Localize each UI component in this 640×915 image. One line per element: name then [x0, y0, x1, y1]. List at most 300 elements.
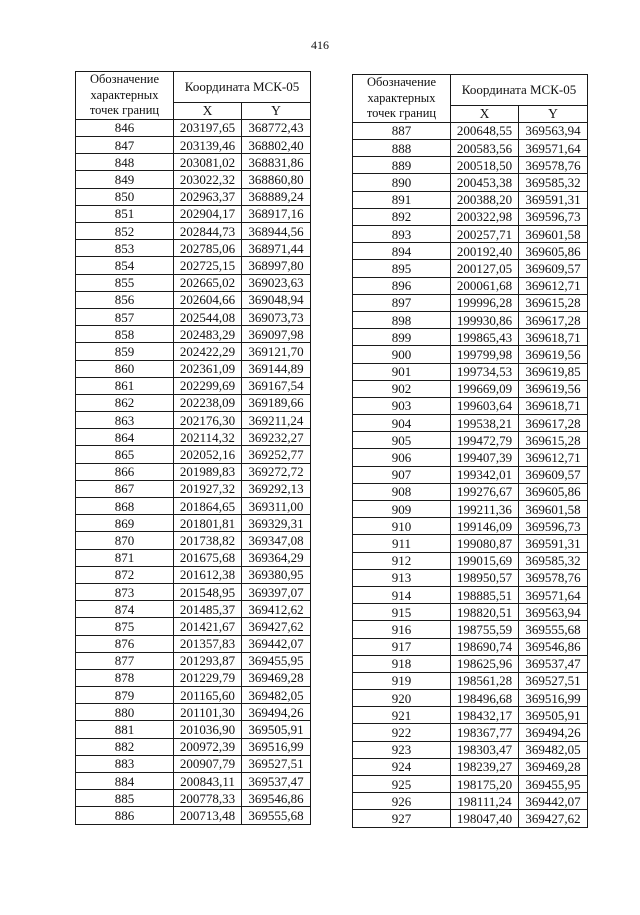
- table-row: [353, 363, 588, 380]
- table-row: [76, 308, 311, 325]
- x-coordinate-cell: 201357,83: [174, 635, 242, 652]
- x-coordinate-cell: 201989,83: [174, 463, 242, 480]
- point-number-cell: 849: [76, 171, 174, 188]
- x-coordinate-cell: 201165,60: [174, 687, 242, 704]
- x-coordinate-cell: 199996,28: [451, 294, 519, 311]
- table-row: [76, 480, 311, 497]
- point-number-cell: 865: [76, 446, 174, 463]
- x-coordinate-cell: 201612,38: [174, 566, 242, 583]
- x-coordinate-cell: 199015,69: [451, 552, 519, 569]
- y-coordinate-cell: 369252,77: [242, 446, 311, 463]
- y-coordinate-cell: 369455,95: [519, 776, 588, 793]
- point-number-cell: 892: [353, 208, 451, 225]
- table-row: [76, 205, 311, 222]
- x-coordinate-cell: 198367,77: [451, 724, 519, 741]
- point-number-cell: 911: [353, 535, 451, 552]
- x-coordinate-cell: 199538,21: [451, 415, 519, 432]
- y-coordinate-cell: 369329,31: [242, 515, 311, 532]
- table-row: [353, 346, 588, 363]
- x-coordinate-cell: 198885,51: [451, 586, 519, 603]
- point-number-cell: 859: [76, 343, 174, 360]
- y-coordinate-cell: 369347,08: [242, 532, 311, 549]
- point-number-cell: 861: [76, 377, 174, 394]
- point-number-cell: 854: [76, 257, 174, 274]
- table-row: [353, 122, 588, 139]
- table-row: [76, 652, 311, 669]
- point-number-cell: 848: [76, 154, 174, 171]
- point-number-cell: 846: [76, 119, 174, 136]
- y-coordinate-cell: 369618,71: [519, 397, 588, 414]
- y-coordinate-cell: 368889,24: [242, 188, 311, 205]
- y-coordinate-cell: 368944,56: [242, 223, 311, 240]
- x-coordinate-cell: 200322,98: [451, 208, 519, 225]
- table-row: [353, 501, 588, 518]
- point-number-cell: 879: [76, 687, 174, 704]
- point-number-cell: 887: [353, 122, 451, 139]
- table-row: [353, 397, 588, 414]
- x-coordinate-cell: 199865,43: [451, 329, 519, 346]
- point-number-cell: 904: [353, 415, 451, 432]
- table-row: [353, 329, 588, 346]
- x-coordinate-cell: 202176,30: [174, 412, 242, 429]
- x-coordinate-cell: 203081,02: [174, 154, 242, 171]
- table-row: [353, 638, 588, 655]
- table-row: [353, 655, 588, 672]
- point-number-cell: 914: [353, 586, 451, 603]
- x-coordinate-cell: 201675,68: [174, 549, 242, 566]
- table-row: [76, 274, 311, 291]
- table-row: [353, 140, 588, 157]
- point-number-cell: 896: [353, 277, 451, 294]
- x-coordinate-cell: 202844,73: [174, 223, 242, 240]
- x-coordinate-cell: 202725,15: [174, 257, 242, 274]
- y-coordinate-cell: 369442,07: [519, 793, 588, 810]
- x-coordinate-cell: 200127,05: [451, 260, 519, 277]
- x-column-header: X: [174, 102, 242, 119]
- y-coordinate-cell: 369494,26: [519, 724, 588, 741]
- point-number-cell: 847: [76, 137, 174, 154]
- point-number-cell: 894: [353, 243, 451, 260]
- x-coordinate-cell: 199603,64: [451, 397, 519, 414]
- point-number-cell: 913: [353, 569, 451, 586]
- table-row: [76, 515, 311, 532]
- y-coordinate-cell: 369537,47: [242, 773, 311, 790]
- y-coordinate-cell: 369619,56: [519, 346, 588, 363]
- table-row: [76, 721, 311, 738]
- y-coordinate-cell: 368971,44: [242, 240, 311, 257]
- point-number-cell: 920: [353, 690, 451, 707]
- point-number-cell: 871: [76, 549, 174, 566]
- x-coordinate-cell: 198303,47: [451, 741, 519, 758]
- table-row: [76, 773, 311, 790]
- point-number-cell: 907: [353, 466, 451, 483]
- y-coordinate-cell: 369591,31: [519, 535, 588, 552]
- y-coordinate-cell: 368772,43: [242, 119, 311, 136]
- x-coordinate-cell: 200713,48: [174, 807, 242, 824]
- y-coordinate-cell: 369455,95: [242, 652, 311, 669]
- x-coordinate-cell: 200453,38: [451, 174, 519, 191]
- y-coordinate-cell: 369380,95: [242, 566, 311, 583]
- point-number-cell: 890: [353, 174, 451, 191]
- point-number-cell: 870: [76, 532, 174, 549]
- y-coordinate-cell: 369364,29: [242, 549, 311, 566]
- x-coordinate-cell: 198432,17: [451, 707, 519, 724]
- x-coordinate-cell: 202361,09: [174, 360, 242, 377]
- y-coordinate-cell: 369609,57: [519, 466, 588, 483]
- y-coordinate-cell: 369571,64: [519, 140, 588, 157]
- x-coordinate-cell: 198561,28: [451, 672, 519, 689]
- y-coordinate-cell: 369619,85: [519, 363, 588, 380]
- x-coordinate-cell: 202665,02: [174, 274, 242, 291]
- point-number-cell: 883: [76, 755, 174, 772]
- table-row: [353, 724, 588, 741]
- point-number-cell: 853: [76, 240, 174, 257]
- point-number-cell: 926: [353, 793, 451, 810]
- point-designation-header: Обозначение характерных точек границ: [353, 75, 451, 123]
- y-coordinate-cell: 369412,62: [242, 601, 311, 618]
- point-number-cell: 921: [353, 707, 451, 724]
- table-row: [76, 223, 311, 240]
- table-row: [76, 807, 311, 824]
- table-row: [76, 549, 311, 566]
- table-row: [353, 483, 588, 500]
- x-coordinate-cell: 203139,46: [174, 137, 242, 154]
- x-coordinate-cell: 203022,32: [174, 171, 242, 188]
- point-number-cell: 856: [76, 291, 174, 308]
- table-row: [76, 601, 311, 618]
- table-row: [76, 171, 311, 188]
- point-number-cell: 864: [76, 429, 174, 446]
- point-number-cell: 900: [353, 346, 451, 363]
- y-coordinate-cell: 369617,28: [519, 415, 588, 432]
- point-number-cell: 880: [76, 704, 174, 721]
- y-coordinate-cell: 369427,62: [242, 618, 311, 635]
- table-row: [353, 432, 588, 449]
- point-number-cell: 895: [353, 260, 451, 277]
- x-column-header: X: [451, 105, 519, 122]
- point-number-cell: 910: [353, 518, 451, 535]
- table-row: [353, 569, 588, 586]
- x-coordinate-cell: 200192,40: [451, 243, 519, 260]
- table-row: [76, 446, 311, 463]
- y-coordinate-cell: 369527,51: [519, 672, 588, 689]
- y-coordinate-cell: 369505,91: [519, 707, 588, 724]
- y-coordinate-cell: 369563,94: [519, 122, 588, 139]
- point-number-cell: 917: [353, 638, 451, 655]
- x-coordinate-cell: 198820,51: [451, 604, 519, 621]
- table-row: [353, 260, 588, 277]
- x-coordinate-cell: 201229,79: [174, 669, 242, 686]
- y-coordinate-cell: 369615,28: [519, 432, 588, 449]
- table-row: [353, 621, 588, 638]
- table-row: [353, 552, 588, 569]
- x-coordinate-cell: 200583,56: [451, 140, 519, 157]
- y-coordinate-cell: 369612,71: [519, 277, 588, 294]
- point-number-cell: 867: [76, 480, 174, 497]
- y-coordinate-cell: 369121,70: [242, 343, 311, 360]
- x-coordinate-cell: 201927,32: [174, 480, 242, 497]
- y-coordinate-cell: 369505,91: [242, 721, 311, 738]
- x-coordinate-cell: 200388,20: [451, 191, 519, 208]
- y-coordinate-cell: 369023,63: [242, 274, 311, 291]
- y-coordinate-cell: 369546,86: [242, 790, 311, 807]
- table-row: [76, 532, 311, 549]
- point-number-cell: 851: [76, 205, 174, 222]
- table-row: [76, 463, 311, 480]
- y-column-header: Y: [519, 105, 588, 122]
- x-coordinate-cell: 198047,40: [451, 810, 519, 827]
- y-coordinate-cell: 369482,05: [519, 741, 588, 758]
- table-row: [76, 412, 311, 429]
- y-coordinate-cell: 369596,73: [519, 208, 588, 225]
- x-coordinate-cell: 200518,50: [451, 157, 519, 174]
- x-coordinate-cell: 199799,98: [451, 346, 519, 363]
- coordinates-table-left: [75, 71, 311, 825]
- point-number-cell: 857: [76, 308, 174, 325]
- y-coordinate-cell: 369292,13: [242, 480, 311, 497]
- x-coordinate-cell: 199407,39: [451, 449, 519, 466]
- x-coordinate-cell: 200257,71: [451, 226, 519, 243]
- table-row: [353, 157, 588, 174]
- y-column-header: Y: [242, 102, 311, 119]
- y-coordinate-cell: 369144,89: [242, 360, 311, 377]
- y-coordinate-cell: 369073,73: [242, 308, 311, 325]
- point-number-cell: 908: [353, 483, 451, 500]
- x-coordinate-cell: 198239,27: [451, 758, 519, 775]
- y-coordinate-cell: 369605,86: [519, 483, 588, 500]
- coordinates-table-body: [353, 122, 588, 827]
- point-number-cell: 912: [353, 552, 451, 569]
- x-coordinate-cell: 200778,33: [174, 790, 242, 807]
- y-coordinate-cell: 369555,68: [519, 621, 588, 638]
- y-coordinate-cell: 369232,27: [242, 429, 311, 446]
- table-row: [353, 449, 588, 466]
- y-coordinate-cell: 369591,31: [519, 191, 588, 208]
- point-number-cell: 897: [353, 294, 451, 311]
- table-row: [76, 343, 311, 360]
- y-coordinate-cell: 369563,94: [519, 604, 588, 621]
- point-number-cell: 923: [353, 741, 451, 758]
- table-row: [76, 583, 311, 600]
- table-row: [76, 326, 311, 343]
- x-coordinate-cell: 199669,09: [451, 380, 519, 397]
- x-coordinate-cell: 202238,09: [174, 394, 242, 411]
- table-row: [353, 707, 588, 724]
- point-number-cell: 875: [76, 618, 174, 635]
- table-row: [76, 790, 311, 807]
- table-row: [353, 741, 588, 758]
- x-coordinate-cell: 200061,68: [451, 277, 519, 294]
- x-coordinate-cell: 201801,81: [174, 515, 242, 532]
- y-coordinate-cell: 369167,54: [242, 377, 311, 394]
- y-coordinate-cell: 369482,05: [242, 687, 311, 704]
- table-row: [76, 738, 311, 755]
- table-row: [76, 704, 311, 721]
- point-number-cell: 858: [76, 326, 174, 343]
- y-coordinate-cell: 369516,99: [242, 738, 311, 755]
- x-coordinate-cell: 202963,37: [174, 188, 242, 205]
- y-coordinate-cell: 369537,47: [519, 655, 588, 672]
- table-row: [76, 377, 311, 394]
- table-row: [353, 604, 588, 621]
- y-coordinate-cell: 369605,86: [519, 243, 588, 260]
- x-coordinate-cell: 198175,20: [451, 776, 519, 793]
- table-row: [76, 154, 311, 171]
- table-row: [353, 810, 588, 827]
- y-coordinate-cell: 368831,86: [242, 154, 311, 171]
- x-coordinate-cell: 202904,17: [174, 205, 242, 222]
- x-coordinate-cell: 199146,09: [451, 518, 519, 535]
- y-coordinate-cell: 369571,64: [519, 586, 588, 603]
- x-coordinate-cell: 202422,29: [174, 343, 242, 360]
- x-coordinate-cell: 200972,39: [174, 738, 242, 755]
- point-number-cell: 877: [76, 652, 174, 669]
- table-row: [353, 191, 588, 208]
- point-number-cell: 850: [76, 188, 174, 205]
- y-coordinate-cell: 369272,72: [242, 463, 311, 480]
- point-number-cell: 884: [76, 773, 174, 790]
- point-number-cell: 869: [76, 515, 174, 532]
- x-coordinate-cell: 199930,86: [451, 311, 519, 328]
- x-coordinate-cell: 201101,30: [174, 704, 242, 721]
- x-coordinate-cell: 200648,55: [451, 122, 519, 139]
- x-coordinate-cell: 198111,24: [451, 793, 519, 810]
- point-number-cell: 881: [76, 721, 174, 738]
- point-number-cell: 901: [353, 363, 451, 380]
- y-coordinate-cell: 369615,28: [519, 294, 588, 311]
- x-coordinate-cell: 198496,68: [451, 690, 519, 707]
- point-number-cell: 855: [76, 274, 174, 291]
- x-coordinate-cell: 202299,69: [174, 377, 242, 394]
- table-row: [353, 690, 588, 707]
- point-number-cell: 918: [353, 655, 451, 672]
- point-number-cell: 874: [76, 601, 174, 618]
- y-coordinate-cell: 369596,73: [519, 518, 588, 535]
- point-number-cell: 876: [76, 635, 174, 652]
- point-number-cell: 925: [353, 776, 451, 793]
- x-coordinate-cell: 198625,96: [451, 655, 519, 672]
- table-row: [76, 119, 311, 136]
- x-coordinate-cell: 202544,08: [174, 308, 242, 325]
- table-row: [76, 394, 311, 411]
- point-number-cell: 915: [353, 604, 451, 621]
- table-row: [76, 755, 311, 772]
- table-row: [76, 669, 311, 686]
- point-number-cell: 898: [353, 311, 451, 328]
- point-number-cell: 927: [353, 810, 451, 827]
- x-coordinate-cell: 199080,87: [451, 535, 519, 552]
- x-coordinate-cell: 201293,87: [174, 652, 242, 669]
- x-coordinate-cell: 201548,95: [174, 583, 242, 600]
- y-coordinate-cell: 369469,28: [519, 758, 588, 775]
- table-row: [76, 291, 311, 308]
- point-number-cell: 909: [353, 501, 451, 518]
- point-number-cell: 899: [353, 329, 451, 346]
- y-coordinate-cell: 369494,26: [242, 704, 311, 721]
- y-coordinate-cell: 369427,62: [519, 810, 588, 827]
- x-coordinate-cell: 201036,90: [174, 721, 242, 738]
- coordinate-system-header: Координата МСК-05: [174, 72, 311, 103]
- y-coordinate-cell: 369048,94: [242, 291, 311, 308]
- y-coordinate-cell: 369612,71: [519, 449, 588, 466]
- y-coordinate-cell: 369619,56: [519, 380, 588, 397]
- table-row: [353, 535, 588, 552]
- table-row: [353, 294, 588, 311]
- table-row: [76, 635, 311, 652]
- y-coordinate-cell: 369609,57: [519, 260, 588, 277]
- table-row: [76, 429, 311, 446]
- y-coordinate-cell: 369618,71: [519, 329, 588, 346]
- point-number-cell: 862: [76, 394, 174, 411]
- point-number-cell: 885: [76, 790, 174, 807]
- table-row: [353, 758, 588, 775]
- x-coordinate-cell: 202052,16: [174, 446, 242, 463]
- table-row: [353, 208, 588, 225]
- y-coordinate-cell: 369097,98: [242, 326, 311, 343]
- y-coordinate-cell: 368802,40: [242, 137, 311, 154]
- point-number-cell: 924: [353, 758, 451, 775]
- x-coordinate-cell: 201864,65: [174, 498, 242, 515]
- coordinate-system-header: Координата МСК-05: [451, 75, 588, 106]
- point-number-cell: 919: [353, 672, 451, 689]
- point-number-cell: 882: [76, 738, 174, 755]
- y-coordinate-cell: 368860,80: [242, 171, 311, 188]
- table-row: [353, 174, 588, 191]
- table-row: [353, 466, 588, 483]
- table-row: [353, 311, 588, 328]
- table-row: [76, 687, 311, 704]
- y-coordinate-cell: 368917,16: [242, 205, 311, 222]
- y-coordinate-cell: 369469,28: [242, 669, 311, 686]
- x-coordinate-cell: 199472,79: [451, 432, 519, 449]
- x-coordinate-cell: 203197,65: [174, 119, 242, 136]
- y-coordinate-cell: 369211,24: [242, 412, 311, 429]
- x-coordinate-cell: 199342,01: [451, 466, 519, 483]
- x-coordinate-cell: 198755,59: [451, 621, 519, 638]
- y-coordinate-cell: 369617,28: [519, 311, 588, 328]
- x-coordinate-cell: 201738,82: [174, 532, 242, 549]
- table-row: [353, 243, 588, 260]
- point-number-cell: 902: [353, 380, 451, 397]
- table-row: [76, 566, 311, 583]
- x-coordinate-cell: 200843,11: [174, 773, 242, 790]
- table-row: [76, 618, 311, 635]
- point-number-cell: 916: [353, 621, 451, 638]
- point-number-cell: 888: [353, 140, 451, 157]
- x-coordinate-cell: 201421,67: [174, 618, 242, 635]
- point-number-cell: 860: [76, 360, 174, 377]
- table-row: [353, 793, 588, 810]
- y-coordinate-cell: 369442,07: [242, 635, 311, 652]
- y-coordinate-cell: 369585,32: [519, 552, 588, 569]
- point-number-cell: 868: [76, 498, 174, 515]
- y-coordinate-cell: 369546,86: [519, 638, 588, 655]
- x-coordinate-cell: 202785,06: [174, 240, 242, 257]
- point-number-cell: 863: [76, 412, 174, 429]
- point-number-cell: 873: [76, 583, 174, 600]
- point-number-cell: 886: [76, 807, 174, 824]
- coordinates-table-body: [76, 119, 311, 824]
- x-coordinate-cell: 199211,36: [451, 501, 519, 518]
- y-coordinate-cell: 369311,00: [242, 498, 311, 515]
- point-designation-header: Обозначение характерных точек границ: [76, 72, 174, 120]
- y-coordinate-cell: 369397,07: [242, 583, 311, 600]
- y-coordinate-cell: 369585,32: [519, 174, 588, 191]
- x-coordinate-cell: 201485,37: [174, 601, 242, 618]
- table-row: [353, 776, 588, 793]
- point-number-cell: 903: [353, 397, 451, 414]
- y-coordinate-cell: 369601,58: [519, 501, 588, 518]
